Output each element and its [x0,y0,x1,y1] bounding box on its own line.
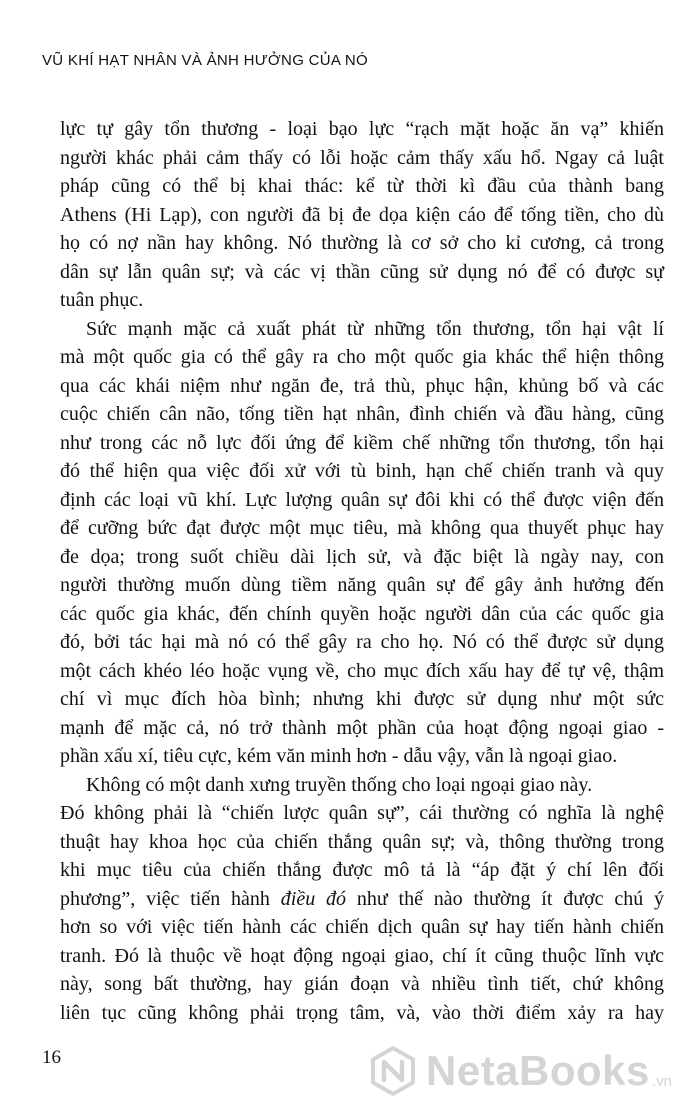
text-line: Đó không phải là “chiến lược quân sự”, cái thường có nghĩa là nghệ [60,802,664,824]
text-line: tranh. Đó là thuộc về hoạt động ngoại giao, chí ít cũng thuộc lĩnh vực [60,944,664,967]
netabooks-logo-icon [368,1046,418,1096]
text-run: phương”, việc tiến hành [60,887,270,910]
text-line: mạnh để mặc cả, nó trở thành một phần của hoạt động ngoại giao - [60,716,664,739]
text-line: phần xấu xí, tiêu cực, kém văn minh hơn - dẫu vậy, vẫn là ngoại giao. [60,745,618,767]
text-line: họ có nợ nần hay không. Nó thường là cơ sở cho kỉ cương, cả trong [60,232,664,254]
text-line: hơn so với việc tiến hành các chiến dịch quân sự hay tiến hành chiến [60,916,664,938]
paragraph-first-line: Không có một danh xưng truyền thống cho loại ngoại giao này. [86,773,593,796]
text-line [60,885,664,914]
netabooks-watermark [368,1042,672,1100]
text-line: như trong các nỗ lực đối ứng để kiềm chế những tổn thương, tổn hại [60,431,664,454]
text-line: tuân phục. [60,289,144,311]
text-line: mà một quốc gia có thể gây ra cho một quốc gia khác thể hiện thông [60,346,664,368]
watermark-brand: NetaBooks [426,1047,650,1094]
text-line: người thường muốn dùng tiềm năng quân sự để gây ảnh hưởng đến [60,574,664,596]
text-line: cuộc chiến cân não, tống tiền hạt nhân, đình chiến và đầu hàng, cũng [60,403,664,425]
text-line: qua các khái niệm như ngăn đe, trả thù, phục hận, khủng bố và các [60,374,664,397]
text-line: người khác phải cảm thấy có lỗi hoặc cảm thấy xấu hổ. Ngay cả luật [60,146,664,169]
text-run: như thế nào thường ít được chú ý [356,887,665,910]
text-line: Athens (Hi Lạp), con người đã bị đe dọa kiện cáo để tống tiền, cho dù [60,203,664,226]
text-line: thuật hay khoa học của chiến thắng quân sự; và, thông thường trong [60,830,664,853]
body-text [60,115,664,1027]
text-line: pháp cũng có thể bị khai thác: kể từ thời kì đầu của thành bang [60,175,664,197]
text-line: đó thể hiện qua việc đối xử với tù binh, hạn chế chiến tranh và quy [60,460,664,482]
text-line: định các loại vũ khí. Lực lượng quân sự đôi khi có thể được viện đến [60,488,664,511]
paragraph-first-line: Sức mạnh mặc cả xuất phát từ những tổn thương, tổn hại vật lí [86,317,664,340]
text-line: các quốc gia khác, đến chính quyền hoặc người dân của các quốc gia [60,602,664,625]
text-line: này, song bất thường, hay gián đoạn và nhiều tình tiết, chứ không [60,973,664,995]
text-line: một cách khéo léo hoặc vụng về, cho mục đích xấu hay để tự vệ, thậm [60,659,664,682]
running-header: VŨ KHÍ HẠT NHÂN VÀ ẢNH HƯỞNG CỦA NÓ [42,52,368,69]
text-line: để cưỡng bức đạt được một mục tiêu, mà không qua thuyết phục hay [60,517,664,539]
text-line: chí vì mục đích hòa bình; nhưng khi được sử dụng như một sức [60,688,664,710]
page-number: 16 [42,1047,61,1068]
text-line: đó, bởi tác hại mà nó có thể gây ra cho họ. Nó có thể được sử dụng [60,631,664,653]
text-line: khi mục tiêu của chiến thắng được mô tả là “áp đặt ý chí lên đối [60,859,664,881]
text-line: lực tự gây tổn thương - loại bạo lực “rạch mặt hoặc ăn vạ” khiến [60,118,664,140]
watermark-suffix: .vn [651,1073,672,1090]
text-line: dân sự lẫn quân sự; và các vị thần cũng sử dụng nó để có được sự [60,260,664,283]
italic-emphasis: điều đó [280,887,347,910]
text-line: liên tục cũng không phải trọng tâm, và, vào thời điểm xảy ra hay [60,1001,664,1024]
text-line: đe dọa; trong suốt chiều dài lịch sử, và đặc biệt là ngày nay, con [60,545,664,568]
